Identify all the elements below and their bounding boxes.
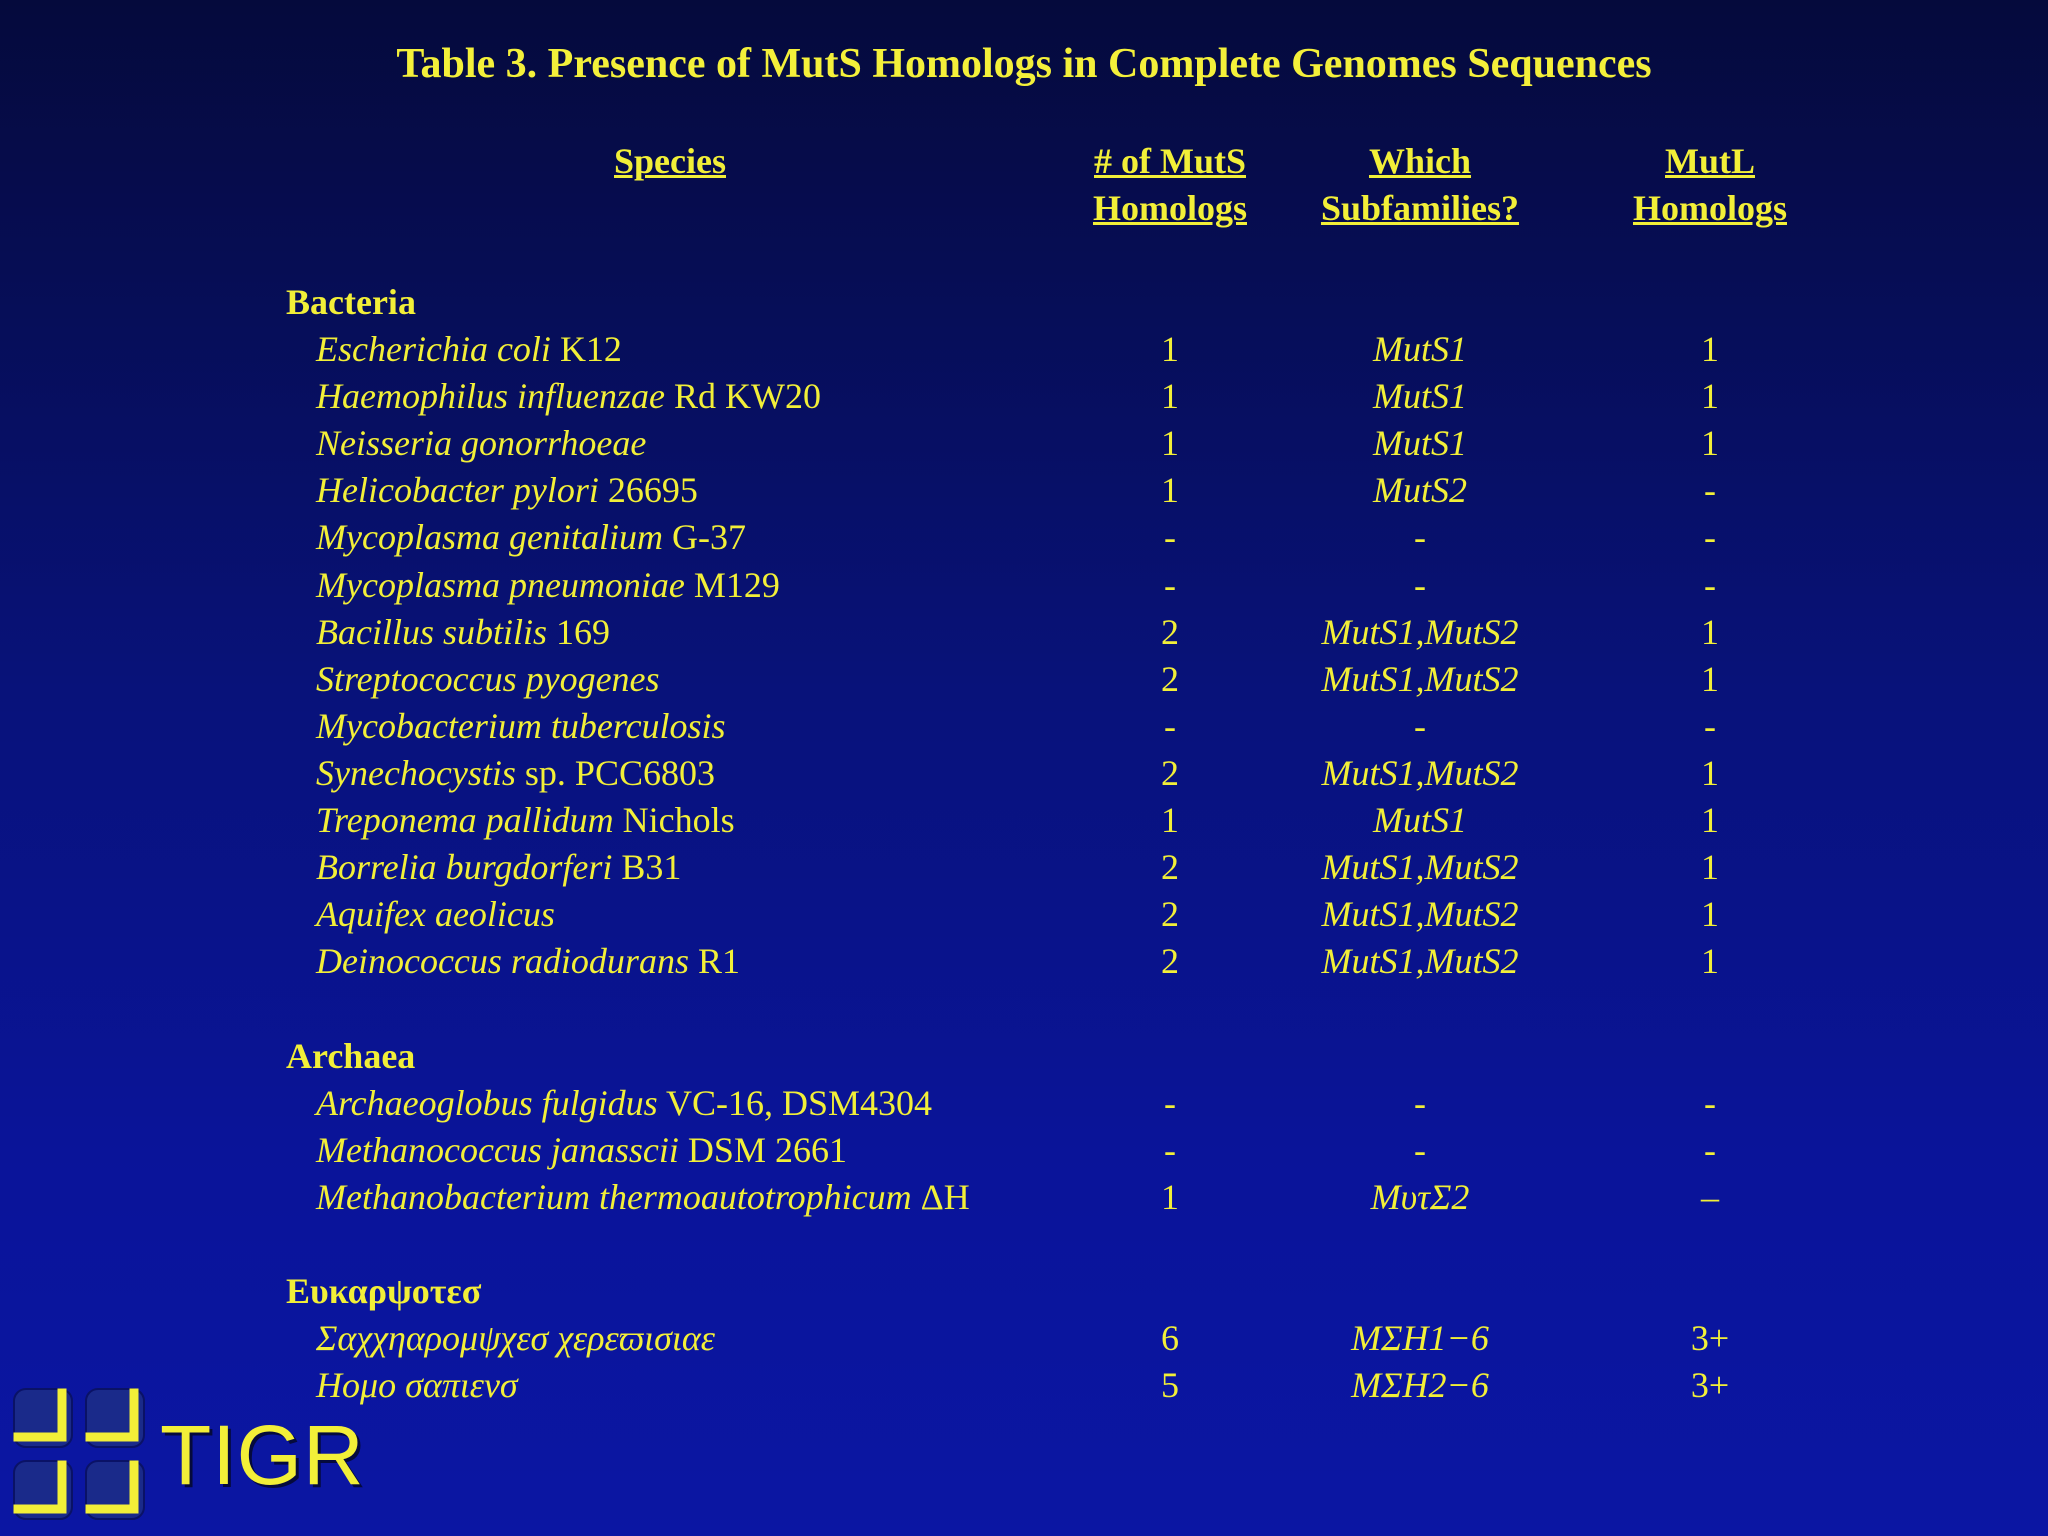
section-heading-row bbox=[0, 279, 2048, 326]
subfamilies-cell: MutS1 bbox=[1373, 329, 1467, 370]
mutl-cell: 1 bbox=[1701, 847, 1719, 888]
species-cell bbox=[316, 1315, 715, 1362]
muts-count-cell: - bbox=[1164, 705, 1176, 746]
muts-count-cell: - bbox=[1164, 564, 1176, 605]
table-row bbox=[0, 938, 2048, 985]
muts-count-cell: 1 bbox=[1161, 423, 1179, 464]
column-header-line: Subfamilies? bbox=[1320, 188, 1520, 228]
species-cell bbox=[316, 420, 646, 467]
table-row bbox=[0, 1127, 2048, 1174]
species-name: Streptococcus pyogenes bbox=[316, 658, 660, 699]
subfamilies-cell: ΜΣΗ2−6 bbox=[1351, 1365, 1489, 1406]
column-header-line: MutL bbox=[1665, 141, 1755, 181]
subfamilies-cell: MutS1 bbox=[1373, 376, 1467, 417]
mutl-cell: 1 bbox=[1701, 376, 1719, 417]
muts-count-cell: 2 bbox=[1161, 894, 1179, 935]
mutl-cell: - bbox=[1704, 1129, 1716, 1170]
section-label: Archaea bbox=[286, 1035, 416, 1076]
column-header-muts-count bbox=[1060, 138, 1280, 232]
species-name: Escherichia coli bbox=[316, 329, 551, 370]
mutl-cell: 1 bbox=[1701, 941, 1719, 982]
species-strain: M129 bbox=[684, 564, 780, 605]
column-header-subfamilies bbox=[1290, 138, 1550, 232]
muts-count-cell: 2 bbox=[1161, 847, 1179, 888]
subfamilies-cell: - bbox=[1414, 564, 1426, 605]
logo-text: TIGR bbox=[160, 1408, 365, 1502]
subfamilies-cell: MutS1 bbox=[1373, 800, 1467, 841]
table-row bbox=[0, 891, 2048, 938]
subfamilies-cell: - bbox=[1414, 705, 1426, 746]
table-row bbox=[0, 703, 2048, 750]
subfamilies-cell: ΜυτΣ2 bbox=[1370, 1176, 1470, 1217]
species-cell bbox=[316, 844, 681, 891]
muts-count-cell: 2 bbox=[1161, 752, 1179, 793]
subfamilies-cell: MutS1,MutS2 bbox=[1321, 941, 1519, 982]
table-row bbox=[0, 797, 2048, 844]
mutl-cell: - bbox=[1704, 470, 1716, 511]
muts-count-cell: 1 bbox=[1161, 376, 1179, 417]
subfamilies-cell: MutS1,MutS2 bbox=[1321, 658, 1519, 699]
species-strain: sp. PCC6803 bbox=[515, 752, 715, 793]
table-row bbox=[0, 514, 2048, 561]
species-name: Synechocystis bbox=[316, 752, 516, 793]
species-table bbox=[0, 279, 2048, 1409]
section-heading-row bbox=[0, 1033, 2048, 1080]
muts-count-cell: - bbox=[1164, 1082, 1176, 1123]
species-name: Methanococcus janasscii bbox=[316, 1129, 679, 1170]
muts-count-cell: 1 bbox=[1161, 329, 1179, 370]
section-heading-row bbox=[0, 1268, 2048, 1315]
column-header-line: # of MutS bbox=[1094, 141, 1246, 181]
section-spacer bbox=[0, 1221, 2048, 1268]
species-cell bbox=[316, 562, 780, 609]
species-name: Ηομο σαπιενσ bbox=[316, 1365, 518, 1406]
species-cell bbox=[316, 797, 735, 844]
section-spacer bbox=[0, 985, 2048, 1032]
species-strain: Nichols bbox=[613, 800, 735, 841]
species-name: Deinococcus radiodurans bbox=[316, 941, 689, 982]
muts-count-cell: 6 bbox=[1161, 1318, 1179, 1359]
species-strain: DSM 2661 bbox=[678, 1129, 847, 1170]
subfamilies-cell: MutS1,MutS2 bbox=[1321, 611, 1519, 652]
column-header-line: Species bbox=[614, 141, 726, 181]
table-row bbox=[0, 844, 2048, 891]
muts-count-cell: 2 bbox=[1161, 658, 1179, 699]
table-row bbox=[0, 750, 2048, 797]
species-strain: 169 bbox=[547, 611, 611, 652]
species-name: Σαχχηαρομψχεσ χερεϖισιαε bbox=[316, 1318, 715, 1359]
species-cell bbox=[316, 1080, 932, 1127]
column-header-mutl bbox=[1600, 138, 1820, 232]
mutl-cell: - bbox=[1704, 564, 1716, 605]
subfamilies-cell: - bbox=[1414, 1082, 1426, 1123]
species-name: Bacillus subtilis bbox=[316, 611, 548, 652]
mutl-cell: 1 bbox=[1701, 329, 1719, 370]
mutl-cell: 3+ bbox=[1690, 1318, 1730, 1359]
species-name: Archaeoglobus fulgidus bbox=[316, 1082, 658, 1123]
mutl-cell: 1 bbox=[1701, 752, 1719, 793]
species-cell bbox=[316, 750, 715, 797]
mutl-cell: - bbox=[1704, 517, 1716, 558]
table-row bbox=[0, 420, 2048, 467]
species-cell bbox=[316, 609, 610, 656]
mutl-cell: 3+ bbox=[1690, 1365, 1730, 1406]
mutl-cell: - bbox=[1704, 1082, 1716, 1123]
species-name: Haemophilus influenzae bbox=[316, 376, 665, 417]
muts-count-cell: 1 bbox=[1161, 1176, 1179, 1217]
muts-count-cell: 2 bbox=[1161, 611, 1179, 652]
table-row bbox=[0, 1080, 2048, 1127]
table-row bbox=[0, 467, 2048, 514]
species-name: Treponema pallidum bbox=[316, 800, 614, 841]
column-header-line: Homologs bbox=[1632, 188, 1787, 228]
table-row bbox=[0, 326, 2048, 373]
species-name: Mycoplasma pneumoniae bbox=[316, 564, 685, 605]
species-name: Mycoplasma genitalium bbox=[316, 517, 663, 558]
species-cell bbox=[316, 373, 821, 420]
column-header-species bbox=[520, 138, 820, 185]
mutl-cell: 1 bbox=[1701, 423, 1719, 464]
subfamilies-cell: ΜΣΗ1−6 bbox=[1351, 1318, 1489, 1359]
species-cell bbox=[316, 938, 740, 985]
muts-count-cell: - bbox=[1164, 517, 1176, 558]
species-cell bbox=[316, 703, 726, 750]
species-strain: R1 bbox=[688, 941, 740, 982]
table-row bbox=[0, 656, 2048, 703]
page-title: Table 3. Presence of MutS Homologs in Complete Genomes Sequences bbox=[396, 41, 1652, 87]
mutl-cell: 1 bbox=[1701, 800, 1719, 841]
muts-count-cell: 1 bbox=[1161, 470, 1179, 511]
species-strain: B31 bbox=[612, 847, 682, 888]
mutl-cell: 1 bbox=[1701, 894, 1719, 935]
species-name: Helicobacter pylori bbox=[316, 470, 599, 511]
table-row bbox=[0, 373, 2048, 420]
table-row bbox=[0, 1315, 2048, 1362]
species-name: Borrelia burgdorferi bbox=[316, 847, 613, 888]
subfamilies-cell: MutS1,MutS2 bbox=[1321, 847, 1519, 888]
species-strain: 26695 bbox=[598, 470, 698, 511]
table-row bbox=[0, 562, 2048, 609]
subfamilies-cell: - bbox=[1414, 1129, 1426, 1170]
species-cell bbox=[316, 467, 698, 514]
species-name: Methanobacterium thermoautotrophicum bbox=[316, 1176, 912, 1217]
species-cell bbox=[316, 891, 555, 938]
species-strain: Rd KW20 bbox=[664, 376, 821, 417]
mutl-cell: 1 bbox=[1701, 611, 1719, 652]
muts-count-cell: 1 bbox=[1161, 800, 1179, 841]
section-label: Ευκαρψοτεσ bbox=[286, 1270, 482, 1311]
species-strain: ΔH bbox=[911, 1176, 970, 1217]
column-header-line: Homologs bbox=[1092, 188, 1247, 228]
subfamilies-cell: MutS1 bbox=[1373, 423, 1467, 464]
subfamilies-cell: MutS2 bbox=[1373, 470, 1467, 511]
species-strain: K12 bbox=[550, 329, 622, 370]
mutl-cell: 1 bbox=[1701, 658, 1719, 699]
species-name: Aquifex aeolicus bbox=[316, 894, 555, 935]
muts-count-cell: 5 bbox=[1161, 1365, 1179, 1406]
species-cell bbox=[316, 1127, 847, 1174]
species-strain: G-37 bbox=[662, 517, 746, 558]
table-row bbox=[0, 1174, 2048, 1221]
species-strain: VC-16, DSM4304 bbox=[657, 1082, 933, 1123]
table-row bbox=[0, 609, 2048, 656]
species-cell bbox=[316, 514, 746, 561]
muts-count-cell: - bbox=[1164, 1129, 1176, 1170]
species-cell bbox=[316, 656, 660, 703]
species-name: Neisseria gonorrhoeae bbox=[316, 423, 647, 464]
muts-count-cell: 2 bbox=[1161, 941, 1179, 982]
subfamilies-cell: - bbox=[1414, 517, 1426, 558]
species-cell bbox=[316, 1174, 970, 1221]
subfamilies-cell: MutS1,MutS2 bbox=[1321, 752, 1519, 793]
column-header-line: Which bbox=[1368, 141, 1472, 181]
mutl-cell: – bbox=[1701, 1176, 1719, 1217]
species-name: Mycobacterium tuberculosis bbox=[316, 705, 726, 746]
mutl-cell: - bbox=[1704, 705, 1716, 746]
species-cell bbox=[316, 326, 622, 373]
section-label: Bacteria bbox=[286, 282, 416, 322]
subfamilies-cell: MutS1,MutS2 bbox=[1321, 894, 1519, 935]
